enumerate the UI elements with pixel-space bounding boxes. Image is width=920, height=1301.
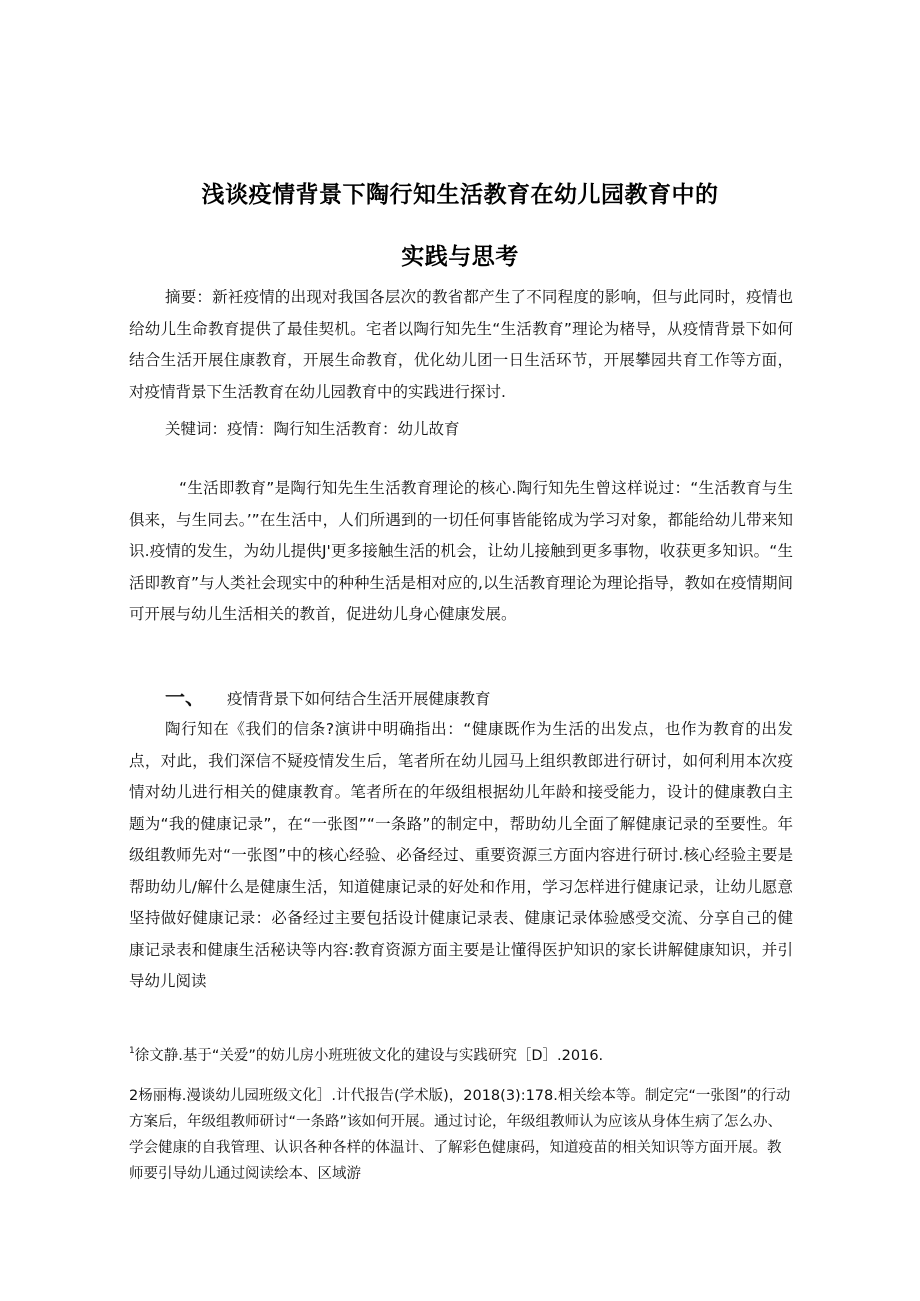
section-heading	[165, 682, 491, 716]
section-title: 疫情背景下如何结合生活开展健康教育	[227, 690, 491, 708]
footnote-2: 2杨丽梅.漫谈幼儿园班级文化］.计代报告(学术版)，2018(3):178.相关绘本等。制定完“一张图”的行动方案后，年级组教师研讨“一条路”该如何开展。通过讨论，年级组教师认为应该从身体生病了怎么办、学会健康的自我管理、认识各种各样的体温计、了解彩色健康码，知道疫苗的相关知识等方面开展。教师要引导幼儿通过阅读绘本、区域游	[129, 1088, 791, 1182]
page-title-line-2: 实践与思考	[401, 244, 519, 270]
keywords-line: 关犍词：疫情：陶行知生活教育：幼儿故育	[165, 420, 460, 438]
section-body-paragraph: 陶行知在《我们的信条?演讲中明确指出：“健康既作为生活的出发点，也作为教育的出发点，对此，我们深信不疑疫情发生后，笔者所在幼儿园马上组织教郎进行研讨，如何利用本次疫情对幼儿进行相关的健康教育。笔者所在的年级组根据幼儿年龄和接受能力，设计的健康教白主题为“我的健康记录”，在“一张图”“一条路”的制定中，帮助幼儿全面了解健康记录的至要性。年级组教师先对“一张图”中的核心经验、必备经过、重要资源三方面内容进行研讨.核心经验主要是帮助幼儿/解什么是健康生活，知道健康记录的好处和作用，学习怎样进行健康记录，让幼儿愿意坚持做好健康记录：必备经过主要包括设计健康记录表、健康记录体验感受交流、分享自己的健康记录表和健康生活秘诀等内容:教育资源方面主要是让懂得医护知识的家长讲解健康知识，并引导幼儿阅读	[129, 720, 793, 990]
footnote-1	[129, 1043, 793, 1069]
abstract-paragraph: 摘要：新衽疫情的出现对我国各层次的教省都产生了不同程度的影响，但与此同时，疫情也给幼儿生命教育提供了最佳契机。宅者以陶行知先生“生活教育”理论为楮导，从疫情背景下如何结合生活开展住康教育，开展生命教育，优化幼儿团一日生活环节，开展攀园共育工作等方面，对疫情背景下生活教育在幼儿园教育中的实践进行探讨.	[129, 288, 793, 401]
footnote-1-text: 徐文静.基于“关爱”的妨儿房小班班彼文化的建设与实践研究［D］.2016.	[134, 1048, 604, 1064]
page-title-line-1: 浅谈疫情背景下陶行知生活教育在幼儿园教育中的	[201, 182, 719, 208]
intro-paragraph: “生活即教育”是陶行知先生生活教育理论的核心.陶行知先生曾这样说过：“生活教育与生俱来，与生同去。’”在生活中，人们所遇到的一切任何事皆能铭成为学习对象，都能给幼儿带来知识.疫情的发生，为幼儿提供J'更多接触生活的机会，让幼儿接触到更多事物，收获更多知识。“生活即教育”与人类社会现实中的种种生活是相对应的,以生活教育理论为理论指导，教如在疫情期间可开展与幼儿生活相关的教首，促进幼儿身心健康发展。	[129, 479, 793, 623]
section-number: 一、	[165, 685, 205, 709]
footnote-1-mark: 1	[129, 1046, 135, 1056]
